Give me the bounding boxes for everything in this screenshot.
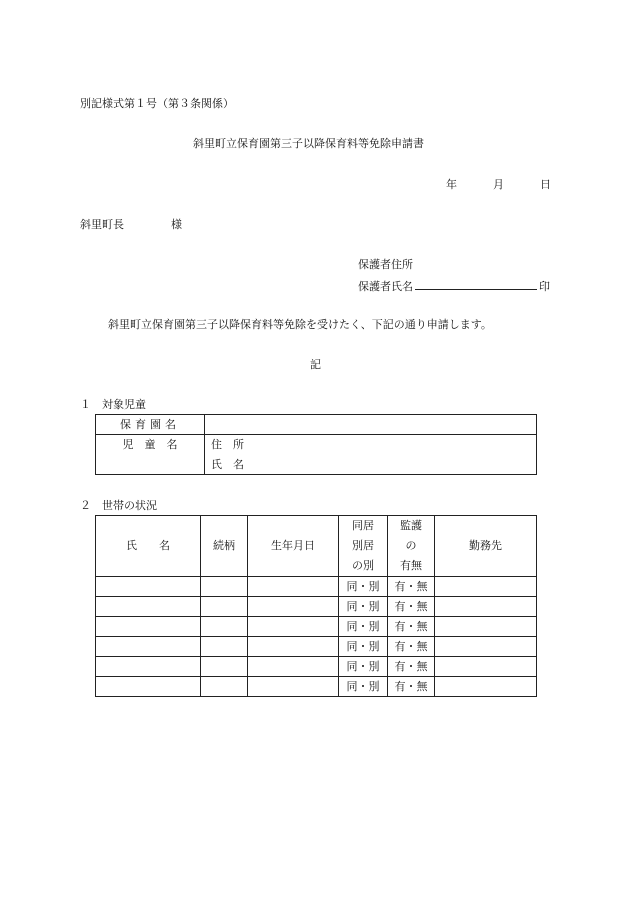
member-workplace-cell[interactable] — [435, 597, 537, 617]
table-row — [96, 657, 537, 677]
guardian-choice[interactable]: 有・無 — [388, 597, 435, 617]
header-relation: 続柄 — [201, 516, 248, 577]
child-full-name-label: 氏 名 — [211, 458, 244, 471]
guardian-choice[interactable]: 有・無 — [388, 637, 435, 657]
nursery-label: 保育園名 — [96, 415, 205, 435]
applicant-name-label: 保護者氏名 — [358, 280, 413, 293]
member-relation-cell[interactable] — [201, 677, 248, 697]
addressee-honorific: 様 — [171, 218, 182, 231]
member-birthdate-cell[interactable] — [248, 657, 339, 677]
member-workplace-cell[interactable] — [435, 677, 537, 697]
member-birthdate-cell[interactable] — [248, 637, 339, 657]
addressee-name: 斜里町長 — [80, 218, 124, 231]
cohabit-choice[interactable]: 同・別 — [339, 597, 388, 617]
member-birthdate-cell[interactable] — [248, 617, 339, 637]
member-name-cell[interactable] — [96, 677, 201, 697]
date-month-label: 月 — [493, 178, 504, 191]
header-workplace: 勤務先 — [435, 516, 537, 577]
header-cohabit-line1: 同居 — [352, 519, 374, 532]
section2-heading: ２ 世帯の状況 — [80, 499, 157, 512]
form-reference: 別記様式第１号（第３条関係） — [80, 97, 234, 110]
guardian-choice[interactable]: 有・無 — [388, 577, 435, 597]
application-statement: 斜里町立保育園第三子以降保育料等免除を受けたく、下記の通り申請します。 — [108, 318, 492, 331]
section1-heading: １ 対象児童 — [80, 398, 146, 411]
document-title: 斜里町立保育園第三子以降保育料等免除申請書 — [193, 137, 424, 150]
guardian-choice[interactable]: 有・無 — [388, 617, 435, 637]
member-relation-cell[interactable] — [201, 597, 248, 617]
table-row — [96, 597, 537, 617]
household-table — [95, 515, 537, 697]
child-details-cell[interactable] — [205, 435, 537, 475]
cohabit-choice[interactable]: 同・別 — [339, 577, 388, 597]
member-birthdate-cell[interactable] — [248, 577, 339, 597]
member-workplace-cell[interactable] — [435, 637, 537, 657]
table-row — [96, 677, 537, 697]
header-cohabit-line3: の別 — [352, 559, 374, 572]
member-relation-cell[interactable] — [201, 577, 248, 597]
cohabit-choice[interactable]: 同・別 — [339, 677, 388, 697]
seal-mark: 印 — [539, 280, 550, 293]
member-name-cell[interactable] — [96, 617, 201, 637]
header-guardian-line2: の — [405, 539, 417, 552]
date-day-label: 日 — [540, 178, 551, 191]
applicant-address-label: 保護者住所 — [358, 258, 413, 271]
member-name-cell[interactable] — [96, 597, 201, 617]
ki-heading: 記 — [310, 358, 321, 371]
header-cohabit — [339, 516, 388, 577]
target-child-table — [95, 414, 537, 475]
guardian-choice[interactable]: 有・無 — [388, 677, 435, 697]
header-guardian-line1: 監護 — [400, 519, 422, 532]
guardian-choice[interactable]: 有・無 — [388, 657, 435, 677]
cohabit-choice[interactable]: 同・別 — [339, 637, 388, 657]
child-address-label: 住 所 — [211, 438, 244, 451]
header-name: 氏 名 — [96, 516, 201, 577]
member-birthdate-cell[interactable] — [248, 677, 339, 697]
child-name-label: 児 童 名 — [96, 435, 205, 475]
header-guardian-line3: 有無 — [400, 559, 422, 572]
cohabit-choice[interactable]: 同・別 — [339, 617, 388, 637]
member-name-cell[interactable] — [96, 657, 201, 677]
header-birthdate: 生年月日 — [248, 516, 339, 577]
applicant-name-line — [358, 278, 550, 294]
applicant-name-field[interactable] — [415, 278, 537, 290]
table-row — [96, 617, 537, 637]
member-relation-cell[interactable] — [201, 657, 248, 677]
table-row — [96, 637, 537, 657]
member-name-cell[interactable] — [96, 577, 201, 597]
member-workplace-cell[interactable] — [435, 657, 537, 677]
member-workplace-cell[interactable] — [435, 577, 537, 597]
header-guardian — [388, 516, 435, 577]
nursery-field[interactable] — [205, 415, 537, 435]
member-name-cell[interactable] — [96, 637, 201, 657]
member-relation-cell[interactable] — [201, 617, 248, 637]
date-year-label: 年 — [446, 178, 457, 191]
household-header-row — [96, 516, 537, 577]
member-relation-cell[interactable] — [201, 637, 248, 657]
header-cohabit-line2: 別居 — [352, 539, 374, 552]
member-birthdate-cell[interactable] — [248, 597, 339, 617]
member-workplace-cell[interactable] — [435, 617, 537, 637]
table-row — [96, 577, 537, 597]
cohabit-choice[interactable]: 同・別 — [339, 657, 388, 677]
